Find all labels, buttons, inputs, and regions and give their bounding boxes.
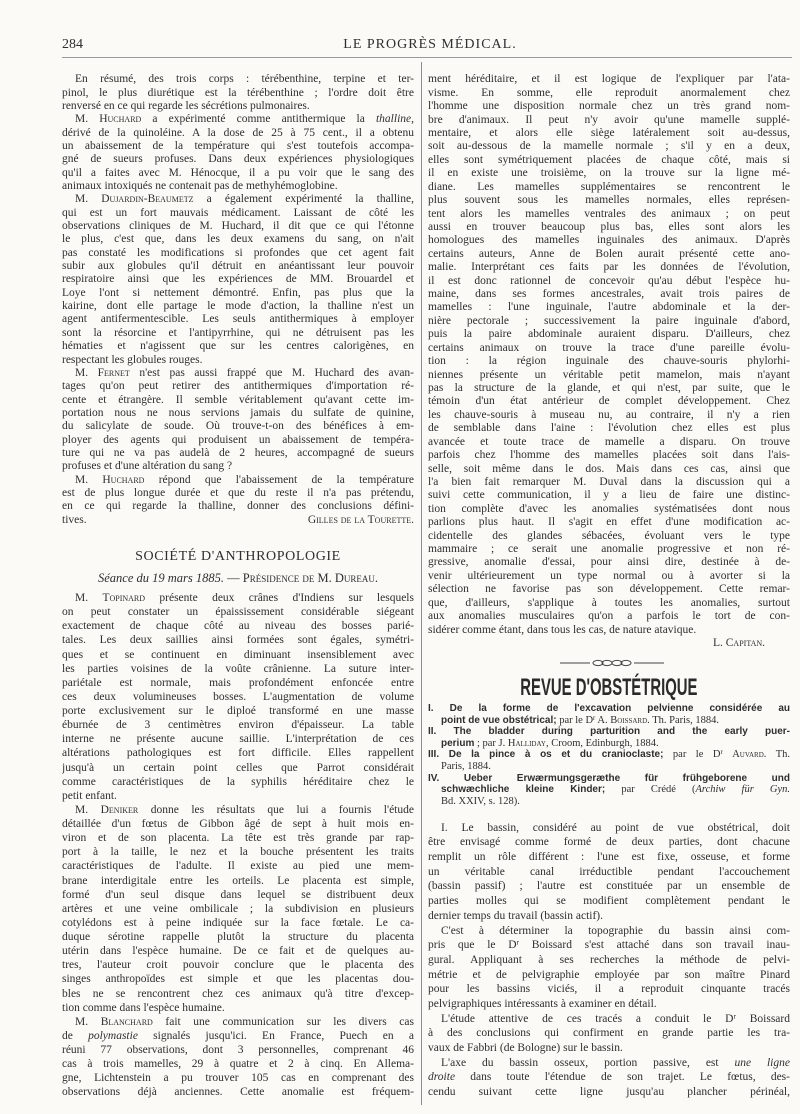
left-column-bottom: [62, 591, 414, 1100]
text-line: comme caractéristiques de la syphilis héréditaire chez le: [62, 775, 414, 788]
text-line: [428, 1070, 790, 1085]
text-line: de semblable dans l'aine : l'évolution chez elles est plus: [428, 422, 790, 435]
text-line: [62, 1015, 414, 1029]
bibliography: [428, 703, 790, 807]
text-line: selle, soit même dans le dos. Mais dans ces cas, ainsi que: [428, 462, 790, 475]
text-segment: . Th. Paris, 1884.: [647, 714, 720, 726]
person-name: Fernet: [97, 366, 130, 379]
paragraph: [62, 367, 414, 474]
text-line: plus souvent sous les mamelles normales, elles représen-: [428, 194, 790, 207]
text-line: animaux intoxiqués ne contenait pas de methyhémoglobine.: [62, 180, 338, 193]
text-line: profuses et d'une altération du sang ?: [62, 460, 233, 473]
text-line: aux anomalies musculaires qu'on a parfois le tort de con-: [428, 610, 790, 623]
text-line: en ce qui regarde la thalline, donner des conclusions défini-: [62, 500, 414, 513]
text-line: [428, 773, 790, 785]
text-line: port à la taille, le nez et la bouche présentent les traits: [62, 846, 414, 859]
text-line: réuni 77 observations, dont 3 personnelles, comprenant 46: [62, 1044, 414, 1056]
text-line: agent antifermentescible. Les seuls antithermiques à employer: [62, 313, 414, 326]
text-line: dernier temps du travail (bassin actif).: [428, 909, 603, 922]
text-line: exactement de chaque côté au niveau des bosses parié-: [62, 620, 414, 633]
text-line: cotylédons est à peine indiquée sur la face fœtale. Le ca-: [62, 916, 414, 929]
text-line: [428, 1012, 790, 1027]
text-line: respiratoire ainsi que les expériences de MM. Brouardel et: [62, 273, 414, 286]
text-line: avancée et toute trace de mamelle a disparu. On trouve: [428, 435, 790, 448]
text-line: maine, dans ses formes ancestrales, avait trois paires de: [428, 288, 790, 301]
session-date: Séance du 19 mars 1885.: [98, 571, 225, 585]
text-line: pariétale est normale, mais profondément enfoncée entre: [62, 676, 414, 689]
text-segment: pris que le D: [428, 939, 517, 952]
text-line: [428, 938, 790, 953]
text-line: est de plus longue durée et que du reste il n'a pas prétendu,: [62, 486, 414, 499]
text-line: qui est un fort mauvais médicament. Laissant de côté les: [62, 206, 414, 219]
bibliography-title: IV. Ueber Erwærmungsgeræthe für frühgeborene und: [428, 772, 790, 784]
text-line: observations cliniques de M. Huchard, il dit que ce qui l'étonne: [62, 220, 414, 233]
text-line: cas à trois mamelles, 29 à quatre et 2 à cinq. En Allema-: [62, 1058, 414, 1071]
person-name: Huchard: [102, 473, 145, 486]
person-name: Halliday: [507, 737, 546, 749]
paragraph: [428, 821, 790, 924]
text-line: niennes présente un véritable petit mamelon, mais n'ayant: [428, 368, 790, 381]
text-line: éburnée de 3 centimètres environ d'épaisseur. La table: [62, 719, 414, 732]
text-line: utérin dans l'espèce humaine. De ce fait et de quelques au-: [62, 945, 414, 958]
text-line: [428, 1056, 790, 1071]
text-line: duque sérotine rappelle plutôt la structure du placenta: [62, 931, 414, 943]
text-line: diane. Les mamelles supplémentaires se rencontrent le: [428, 180, 790, 193]
paragraph: [428, 924, 790, 1012]
italic-text: Archiw für Gyn.: [695, 784, 790, 796]
text-line: kairine, dont elle partage le mode d'action, la thalline n'est un: [62, 300, 414, 313]
text-line: témoin d'un état antérieur de complet développement. Chez: [428, 395, 790, 408]
text-line: [428, 726, 790, 738]
text-line: bre d'animaux. Il peut n'y avoir qu'une mamelle supplé-: [428, 113, 790, 126]
text-line: Paris, 1884.: [441, 760, 491, 772]
text-line: venir ultérieurement un type normal ou à avorter si la: [428, 569, 790, 582]
text-line: viron et de son placenta. La tête est très grande par rap-: [62, 832, 414, 845]
italic-text: une ligne: [734, 1056, 790, 1069]
author-signature: L. Capitan.: [712, 637, 765, 650]
paragraph: [62, 803, 414, 1015]
text-line: ces deux volumineuses bosses. L'augmentation de volume: [62, 690, 414, 703]
person-name: Blanchard: [100, 1015, 153, 1028]
text-line: nière pectorale ; successivement la paire inguinale d'abord,: [428, 314, 790, 327]
text-line: observations déjà anciennes. Cette anomalie est fréquem-: [62, 1086, 414, 1099]
text-line: pinol, le plus diurétique est la térébenthine ; l'ordre doit être: [62, 86, 414, 99]
column-divider: [421, 62, 422, 1105]
text-segment: a également expérimenté la thalline,: [193, 193, 414, 206]
text-line: ment héréditaire, et il est logique de l'expliquer par l'ata-: [428, 73, 790, 86]
text-segment: a expérimenté comme antithermique la: [141, 113, 376, 126]
text-line: malie. Interprétant ces faits par les données de l'évolution,: [428, 261, 790, 274]
paragraph: [62, 73, 414, 113]
session-line: [62, 571, 414, 585]
text-line: singes anthropoïdes est simple et que les placentas dou-: [62, 973, 414, 986]
person-name: Boissard: [610, 714, 648, 726]
text-line: suivi cette communication, il y a lieu de faire une distinc-: [428, 489, 790, 502]
text-line: ques et se continuent en diminuant insensiblement avec: [62, 648, 414, 661]
text-segment: ,: [411, 113, 414, 126]
text-line: petit enfant.: [62, 789, 117, 802]
text-line: qu'il a faites avec M. Hénocque, il a pu voir que le sang des: [62, 166, 414, 179]
session-separator: —: [224, 571, 243, 585]
text-segment: A.: [595, 714, 611, 726]
text-line: du salicylate de soude. Où trouve-t-on des bénéfices à em-: [62, 420, 414, 433]
text-line: [62, 367, 414, 380]
text-line: l'homme une disposition normale chez un très grand nom-: [428, 100, 790, 113]
text-line: tion : la région inguinale des chauve-souris phylorhi-: [428, 355, 790, 368]
text-line: bles ne se rencontrent chez ces animaux qu'à titre d'excep-: [62, 987, 414, 1000]
superscript: r: [516, 938, 520, 947]
bibliography-item: [428, 703, 790, 726]
text-line: [428, 715, 790, 727]
superscript: r: [593, 714, 596, 722]
text-line: caractéristiques de l'adulte. Il existe au pied une mem-: [62, 860, 414, 873]
text-line: interne ne présente aucune saillie. L'interprétation de ces: [62, 733, 414, 746]
bibliography-list: [428, 703, 790, 807]
text-line: [62, 1029, 414, 1043]
text-segment: [723, 749, 732, 760]
paragraph: [62, 1015, 414, 1100]
text-line: un abaissement de la température qui s'est toutefois accompa-: [62, 140, 414, 153]
text-line: vaux de Fabbri (de Bologne) sur le bassin.: [428, 1042, 623, 1054]
text-segment: fait une communication sur les divers cas: [152, 1015, 414, 1028]
text-line: ployer des agents qui produisent un abaissement de tempéra-: [62, 433, 414, 446]
text-line: hématies et n'agissent que sur les centres calorigènes, en: [62, 340, 414, 353]
text-line: sidérer comme étant, dans tous les cas, de nature atavique.: [428, 623, 697, 636]
text-line: tion complète d'avec les anomalies systématisées dont nous: [428, 502, 790, 515]
text-line: le plus, c'est que, dans les deux examens du sang, on n'ait: [62, 233, 414, 246]
text-line: [62, 193, 414, 206]
paragraph-group: [428, 73, 790, 637]
text-line: sélection ne favorise pas son développement. Cette remar-: [428, 583, 790, 596]
text-line: pas constaté les modifications si profondes que cet agent fait: [62, 246, 414, 259]
text-segment: par Crédé (: [605, 784, 696, 796]
text-segment: présente deux crânes d'Indiens sur lesquels: [145, 592, 414, 604]
paragraph-group: [428, 821, 790, 1100]
bibliography-title: II. The bladder during parturition and the early puer-: [428, 726, 790, 738]
author-signature: Gilles de la Tourette.: [307, 513, 414, 526]
text-line: on peut constater un épaississement considérable siégeant: [62, 606, 414, 619]
text-line: pas la structure de la glande, et qui n'est, par suite, que le: [428, 382, 790, 394]
person-name: Auvard: [732, 749, 764, 761]
text-segment: , Croom, Edinburgh, 1884.: [545, 737, 659, 749]
text-line: dérivé de la quinoléine. A la dose de 25 à 75 cent., il a obtenu: [62, 126, 414, 139]
text-line: il en existe une troisième, on la trouve sur la ligne mé-: [428, 167, 790, 180]
text-line: [428, 738, 790, 750]
text-segment: donne les résultats que lui a fournis l'étude: [138, 803, 414, 816]
paragraph: [62, 591, 414, 803]
text-line: mammaire ; ce serait une anomalie progressive et non ré-: [428, 543, 790, 556]
text-line: subir aux globules qu'il détruit en anéantissant leur pouvoir: [62, 260, 414, 273]
text-segment: M.: [75, 592, 103, 604]
text-line: un véritable canal irréductible pendant l'accouchement: [428, 865, 790, 878]
text-line: les chauve-souris à museau nu, au contraire, il n'y a rien: [428, 408, 790, 421]
signature-lead-text: tives.: [62, 513, 87, 526]
text-line: elles sont symétriquement placées de chaque côté, mais si: [428, 153, 790, 166]
text-line: pelvigraphiques intéressants à examiner en détail.: [428, 997, 657, 1010]
text-line: [62, 474, 414, 487]
superscript: r: [733, 1011, 736, 1021]
text-segment: répond que l'abaissement de la température: [144, 473, 414, 486]
text-line: tages qu'on peut retirer des antithermiques d'importation ré-: [62, 380, 414, 393]
text-line: C'est à déterminer la topographie du bassin ainsi com-: [441, 924, 790, 937]
text-segment: M.: [75, 1015, 101, 1028]
text-line: respectant les globules rouges.: [62, 353, 203, 366]
text-line: homologues des mamelles inguinales des animaux. D'après: [428, 234, 790, 247]
superscript: r: [720, 749, 723, 757]
text-line: sont la résorcine et l'antipyrrhine, qui ne détruisent pas les: [62, 326, 414, 339]
right-column-body: [428, 821, 790, 1100]
person-name: Deniker: [100, 803, 139, 816]
text-line: I. Le bassin, considéré au point de vue obstétrical, doit: [441, 821, 790, 834]
text-segment: L'axe du bassin osseux, portion passive, est: [441, 1056, 735, 1069]
text-segment: par le D: [556, 714, 594, 726]
text-line: détaillée d'un fœtus de Gibbon âgé de sept à huit mois en-: [62, 818, 414, 830]
paragraph: [428, 1056, 790, 1100]
journal-title: LE PROGRÈS MÉDICAL.: [343, 37, 517, 52]
text-line: tion comme dans l'espèce humaine.: [62, 1001, 225, 1014]
text-line: à des conclusions qui confirment en grande partie les tra-: [428, 1027, 790, 1040]
header-rule: [62, 57, 792, 58]
text-line: certains animaux on trouve la trace d'une pareille évolu-: [428, 341, 790, 354]
text-line: porte exclusivement sur le diploé transformé en une masse: [62, 705, 414, 717]
section-heading-text: REVUE D'OBSTÉTRIQUE: [520, 674, 698, 701]
session-presidency: Présidence de M. Dureau.: [242, 571, 378, 585]
paragraph-group: [62, 73, 414, 513]
text-segment: ; par J.: [474, 737, 508, 749]
text-segment: M.: [75, 193, 102, 206]
paragraph: [62, 193, 414, 366]
bibliography-title: perium: [441, 737, 475, 749]
text-line: portation nous ne nous servions jamais du sulfate de quinine,: [62, 406, 414, 419]
person-name: Topinard: [102, 592, 146, 604]
section-heading: SOCIÉTÉ D'ANTHROPOLOGIE: [135, 549, 341, 564]
text-line: il est donc rationnel de concevoir qu'au début l'espèce hu-: [428, 274, 790, 287]
text-line: certains auteurs, Anne de Bolen aurait présenté cette ano-: [428, 247, 790, 260]
bibliography-item: [428, 749, 790, 772]
text-segment: Boissard: [735, 1012, 790, 1025]
text-segment: . Th.: [763, 749, 790, 761]
text-line: formé d'un seul disque dans lequel se distribuent deux: [62, 888, 414, 901]
text-line: Bd. XXIV, s. 128).: [441, 795, 520, 807]
ornamental-divider: [560, 658, 664, 668]
text-line: mamelles : l'une inguinale, l'autre abdominale et la der-: [428, 301, 790, 314]
text-line: [62, 113, 414, 126]
text-line: parlions plus haut. Il s'agit en effet d'une modification ac-: [428, 516, 790, 529]
paragraph: [62, 474, 414, 514]
bibliography-title: III. De la pince à os et du cranioclaste;: [428, 749, 664, 761]
text-line: remplit un rôle différent : l'une est fixe, osseuse, et forme: [428, 851, 790, 864]
text-line: métrie et de pelvigraphie employée par son maître Pinard: [428, 968, 790, 981]
bibliography-item: [428, 726, 790, 749]
text-line: cidentelle des glandes sébacées, évoluant vers le type: [428, 529, 790, 542]
italic-text: polymastie: [88, 1029, 138, 1042]
text-segment: Boissard s'est attaché dans son travail inau-: [519, 939, 790, 952]
bibliography-item: [428, 773, 790, 808]
text-line: tres, l'auteur croit pouvoir conclure que le placenta des: [62, 959, 414, 972]
signature-line: [62, 514, 414, 527]
text-segment: n'est pas aussi frappé que M. Huchard des avan-: [129, 366, 414, 379]
left-column-top: [62, 73, 414, 527]
text-line: puis la paire abdominale auraient disparu. D'ailleurs, chez: [428, 328, 790, 341]
text-segment: dans toute l'étendue de son trajet. Le fœtus, des-: [455, 1071, 790, 1084]
text-segment: par le D: [663, 749, 721, 761]
text-line: pour les bassins viciés, il a reproduit cinquante tracés: [428, 983, 790, 996]
text-line: [62, 803, 414, 817]
text-line: [428, 703, 790, 715]
text-line: altérations pathologiques est fort difficile. Elles rappellent: [62, 747, 414, 760]
text-line: gné de sueurs profuses. Dans deux expériences physiologiques: [62, 153, 414, 166]
text-line: soit au-dessous de la mamelle normale ; s'il y en a deux,: [428, 140, 790, 153]
text-segment: M.: [75, 473, 103, 486]
text-line: renversé en ce qui regarde les sécrétions pulmonaires.: [62, 99, 310, 112]
text-segment: M.: [75, 803, 101, 816]
bibliography-title: schwæchliche kleine Kinder;: [441, 784, 606, 796]
paragraph: [428, 1012, 790, 1056]
section-heading: [428, 676, 790, 700]
text-line: Loye l'ont si nettement démontré. Enfin, pas plus que la: [62, 286, 414, 299]
text-line: gressive, anomalie d'essai, pour ainsi dire, destinée à de-: [428, 556, 790, 569]
right-column-top: [428, 73, 790, 650]
text-line: l'a bien fait remarquer M. Duval dans la discussion qui a: [428, 475, 790, 488]
bibliography-title: point de vue obstétrical;: [441, 714, 557, 726]
italic-text: droite: [428, 1071, 456, 1084]
text-line: cente et étrangère. Il semble véritablement qu'avant cette im-: [62, 393, 414, 406]
text-line: tales. Les deux saillies ainsi formées sont égales, symétri-: [62, 634, 414, 647]
text-line: (bassin passif) ; l'autre est constituée par un ensemble de: [428, 880, 790, 893]
text-line: tent alors les mamelles ventrales des animaux ; on peut: [428, 207, 790, 220]
paragraph: [428, 73, 790, 637]
bibliography-title: I. De la forme de l'excavation pelvienne considérée au: [428, 703, 790, 714]
person-name: Huchard: [99, 113, 142, 126]
text-line: [428, 749, 790, 761]
signature-line: [428, 637, 790, 650]
text-line: jusqu'à un certain point celles que Parrot considérait: [62, 761, 414, 774]
text-line: gural. Appliquant à ses recherches la méthode de pelvi-: [428, 953, 790, 966]
text-line: En résumé, des trois corps : térébenthine, terpine et ter-: [75, 73, 414, 86]
text-line: ture qui ne va pas audelà de 2 heures, accompagné de sueurs: [62, 446, 414, 459]
text-line: gne, Lichtenstein a pu trouver 105 cas en comprenant des: [62, 1072, 414, 1085]
paragraph-group: [62, 591, 414, 1100]
text-line: parfois chez l'homme des mamelles placées soit dans l'ais-: [428, 449, 790, 462]
text-segment: L'étude attentive de ces tracés a conduit le D: [441, 1012, 734, 1025]
text-line: [428, 784, 790, 796]
text-segment: de: [62, 1029, 89, 1042]
text-line: être envisagé comme formé de deux parties, dont chacune: [428, 836, 790, 849]
text-line: cendu suivant cette ligne jusqu'au plancher périnéal,: [428, 1086, 790, 1099]
person-name: Dujardin-Beaumetz: [101, 193, 194, 206]
text-segment: M.: [75, 113, 100, 126]
text-line: que, d'ailleurs, s'applique à toutes les anomalies, surtout: [428, 596, 790, 609]
text-line: aussi en trouver beaucoup plus bas, elles sont alors les: [428, 220, 790, 233]
text-segment: signalés jusqu'ici. En France, Puech en a: [137, 1029, 414, 1042]
text-line: artères et une veine ombilicale ; la subdivision en plusieurs: [62, 902, 414, 915]
text-line: brane interdigitale entre les orteils. Le placenta est simple,: [62, 874, 414, 887]
text-line: visme. En somme, elle reproduit anormalement chez: [428, 86, 790, 99]
paragraph: [62, 113, 414, 193]
text-line: les parties voisines de la voûte crânienne. La suture inter-: [62, 662, 414, 675]
page-number: 284: [62, 37, 83, 52]
italic-text: thalline: [375, 113, 412, 126]
text-line: [62, 591, 414, 605]
text-line: parties molles qui se modifient complètement pendant le: [428, 895, 790, 908]
text-line: mentaire, et alors elle siège latéralement soit au-dessus,: [428, 126, 790, 139]
text-segment: M.: [75, 366, 98, 379]
